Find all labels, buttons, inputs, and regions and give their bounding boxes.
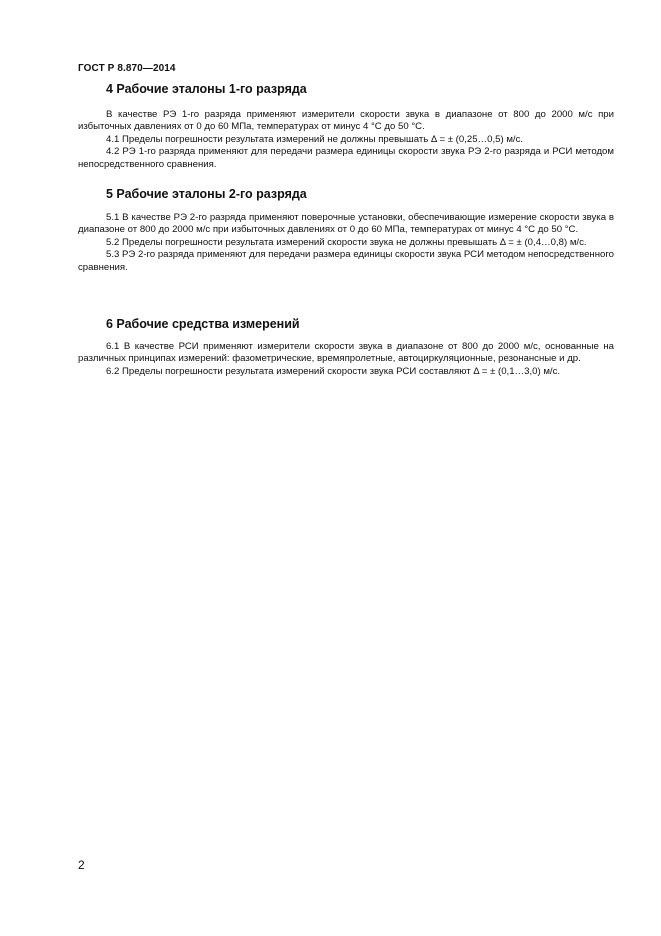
paragraph: В качестве РЭ 1-го разряда применяют измерители скорости звука в диапазоне от 800 до 2000 м/с при избыточных давлениях от 0 до 60 МПа, температурах от минус 4 °C до 50 °C. [78,109,614,133]
section-title: 4 Рабочие эталоны 1-го разряда [106,82,307,96]
paragraph: 5.2 Пределы погрешности результата измерений скорости звука не должны превышать Δ = ± (0,4…0,8) м/с. [106,236,587,248]
paragraph: 6.1 В качестве РСИ применяют измерители скорости звука в диапазоне от 800 до 2000 м/с, основанные на различных принципах измерений: фазометрические, времяпролетные, автоциркуляционные, резонансные и др. [78,341,614,365]
section-5 [78,186,614,202]
section-4 [78,81,614,97]
paragraph: 5.3 РЭ 2-го разряда применяют для передачи размера единицы скорости звука РСИ методом непосредственного сравнения. [78,249,614,273]
section-5-body [78,212,614,274]
paragraph: 4.1 Пределы погрешности результата измерений не должны превышать Δ = ± (0,25…0,5) м/с. [106,133,524,145]
document-standard-id: ГОСТ Р 8.870—2014 [78,63,176,74]
section-4-body [78,109,614,171]
paragraph: 6.2 Пределы погрешности результата измерений скорости звука РСИ составляют Δ = ± (0,1…3,0) м/с. [106,365,561,377]
section-6-body [78,341,614,378]
section-6 [78,316,614,332]
paragraph: 4.2 РЭ 1-го разряда применяют для передачи размера единицы скорости звука РЭ 2-го разряда и РСИ методом непосредственного сравнения. [78,146,614,170]
page-number: 2 [78,858,85,872]
section-title: 5 Рабочие эталоны 2-го разряда [106,187,307,201]
paragraph: 5.1 В качестве РЭ 2-го разряда применяют поверочные установки, обеспечивающие измерение скорости звука в диапазоне от 800 до 2000 м/с при избыточных давлениях от 0 до 60 МПа, температурах от минус 4 °C до 50 °C. [78,212,614,236]
section-title: 6 Рабочие средства измерений [106,317,300,331]
